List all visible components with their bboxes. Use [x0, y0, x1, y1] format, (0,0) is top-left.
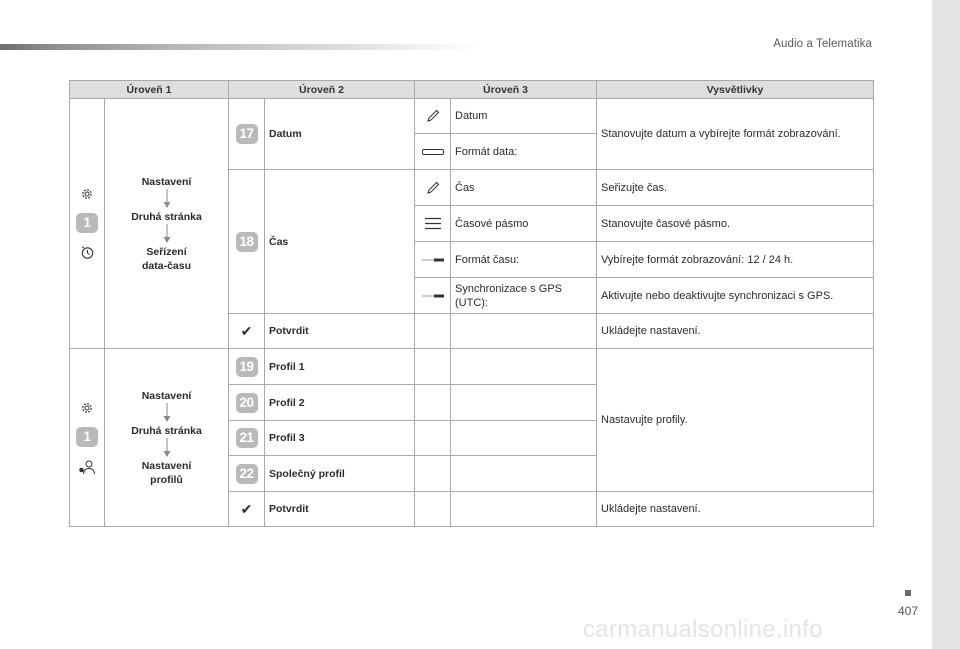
gear-icon [80, 187, 94, 201]
level3-label: Datum [451, 99, 597, 134]
arrow-down-icon [162, 224, 172, 245]
path-step-settings: Nastavení [141, 175, 192, 188]
level1-number-badge: 1 [76, 427, 98, 447]
clock-icon [80, 245, 95, 260]
column-header-level2: Úroveň 2 [229, 81, 415, 99]
level3-label: Synchronizace s GPS (UTC): [451, 278, 597, 314]
page-number: 407 [897, 604, 918, 618]
item-number-badge: 17 [236, 124, 258, 144]
description: Ukládejte nastavení. [597, 314, 874, 349]
settings-menu-table [69, 80, 874, 527]
arrow-down-icon [162, 438, 172, 459]
section-title: Audio a Telematika [773, 38, 872, 50]
table-header-row [70, 81, 874, 99]
description: Vybírejte formát zobrazování: 12 / 24 h. [597, 242, 874, 278]
path-step-settings: Nastavení [141, 389, 192, 402]
level2-label: Profil 2 [265, 385, 415, 421]
description: Stanovujte časové pásmo. [597, 206, 874, 242]
level1-icons [70, 99, 105, 349]
level1-icons [70, 349, 105, 527]
level3-label: Formát času: [451, 242, 597, 278]
column-header-level1: Úroveň 1 [70, 81, 229, 99]
level2-label: Potvrdit [265, 314, 415, 349]
level2-label: Společný profil [265, 456, 415, 492]
path-step-profiles: profilů [150, 473, 183, 486]
description: Ukládejte nastavení. [597, 492, 874, 527]
pencil-icon [426, 109, 440, 123]
path-step-adjust: Seřízení [146, 245, 187, 258]
item-number-badge: 20 [236, 393, 258, 413]
path-step-settings-2: Nastavení [141, 459, 192, 472]
column-header-description: Vysvětlivky [597, 81, 874, 99]
column-header-level3: Úroveň 3 [415, 81, 597, 99]
pencil-icon [426, 181, 440, 195]
level3-label: Časové pásmo [451, 206, 597, 242]
dateformat-icon [422, 148, 444, 156]
toggle-icon [422, 293, 444, 299]
item-number-badge: 22 [236, 464, 258, 484]
level2-label: Profil 1 [265, 349, 415, 385]
gear-icon [80, 401, 94, 415]
toggle-icon [422, 257, 444, 263]
path-step-second-page: Druhá stránka [131, 424, 202, 437]
level1-number-badge: 1 [76, 213, 98, 233]
description: Stanovujte datum a vybírejte formát zobrazování. [597, 99, 874, 170]
check-icon: ✔ [240, 500, 253, 517]
page-side-strip [932, 0, 960, 649]
level2-label: Datum [265, 99, 415, 170]
description: Seřizujte čas. [597, 170, 874, 206]
item-number-badge: 18 [236, 232, 258, 252]
level1-menu-path [105, 349, 229, 527]
path-step-datetime: data-času [141, 259, 192, 272]
level2-label: Profil 3 [265, 421, 415, 456]
table-row [70, 349, 874, 385]
check-icon: ✔ [240, 322, 253, 339]
list-icon [425, 217, 441, 230]
level1-menu-path [105, 99, 229, 349]
description: Nastavujte profily. [597, 349, 874, 492]
arrow-down-icon [162, 403, 172, 424]
table-row [70, 99, 874, 134]
level3-label: Čas [451, 170, 597, 206]
arrow-down-icon [162, 189, 172, 210]
path-step-second-page: Druhá stránka [131, 210, 202, 223]
header-gradient-bar [0, 44, 480, 50]
item-number-badge: 19 [236, 357, 258, 377]
item-number-badge: 21 [236, 428, 258, 448]
level2-label: Čas [265, 170, 415, 314]
profile-icon [78, 459, 96, 475]
page-marker [905, 590, 911, 596]
watermark: carmanualsonline.info [583, 616, 823, 643]
description: Aktivujte nebo deaktivujte synchronizaci s GPS. [597, 278, 874, 314]
level3-label: Formát data: [451, 134, 597, 170]
level2-label: Potvrdit [265, 492, 415, 527]
